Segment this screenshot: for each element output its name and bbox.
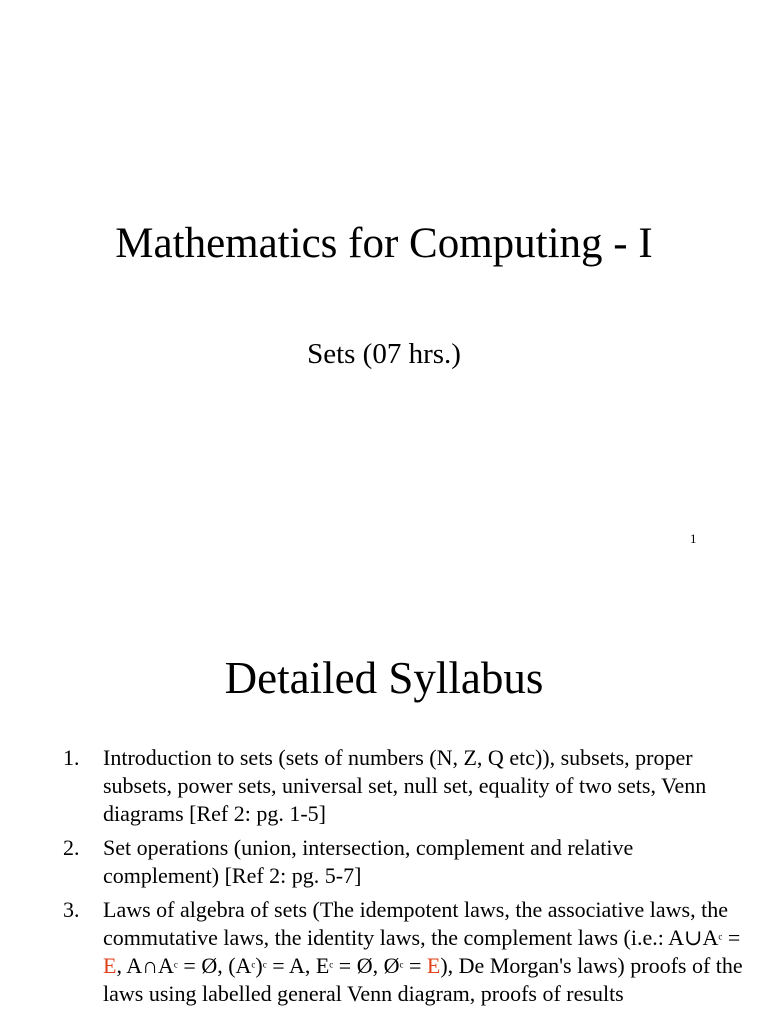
list-item-text: Introduction to sets (sets of numbers (N, Z, Q etc)), subsets, proper subsets, power sets, universal set, null set, equality of two sets, Venn diagrams [Ref 2: pg. 1-5] xyxy=(103,745,707,826)
slide-title: Mathematics for Computing - I xyxy=(115,220,653,267)
universal-set-symbol: E xyxy=(426,953,441,978)
slide-subtitle: Sets (07 hrs.) xyxy=(307,338,461,370)
list-item xyxy=(63,744,743,828)
list-item xyxy=(63,896,743,1008)
list-item-number: 3. xyxy=(63,897,80,922)
list-item-number: 2. xyxy=(63,835,80,860)
list-item xyxy=(63,834,743,890)
page-number: 1 xyxy=(690,531,697,546)
list-item-text: Laws of algebra of sets (The idempotent laws, the associative laws, the commutative laws, the identity laws, the complement laws (i.e.: $A\cup A^c = E$, $A\cap A^c$ = Ø, $(A^c)^c = A$, $E^c$ = Ø, $Ø^c = E$), De Morgan's laws) proofs of the laws using labelled general Venn diagram, proofs of results xyxy=(103,897,743,1006)
list-item-text: Set operations (union, intersection, complement and relative complement) [Ref 2: pg. 5-7] xyxy=(103,835,634,888)
universal-set-symbol: E xyxy=(103,953,117,978)
syllabus-list xyxy=(63,744,743,1014)
syllabus-title: Detailed Syllabus xyxy=(224,653,544,703)
list-item-number: 1. xyxy=(63,745,80,770)
